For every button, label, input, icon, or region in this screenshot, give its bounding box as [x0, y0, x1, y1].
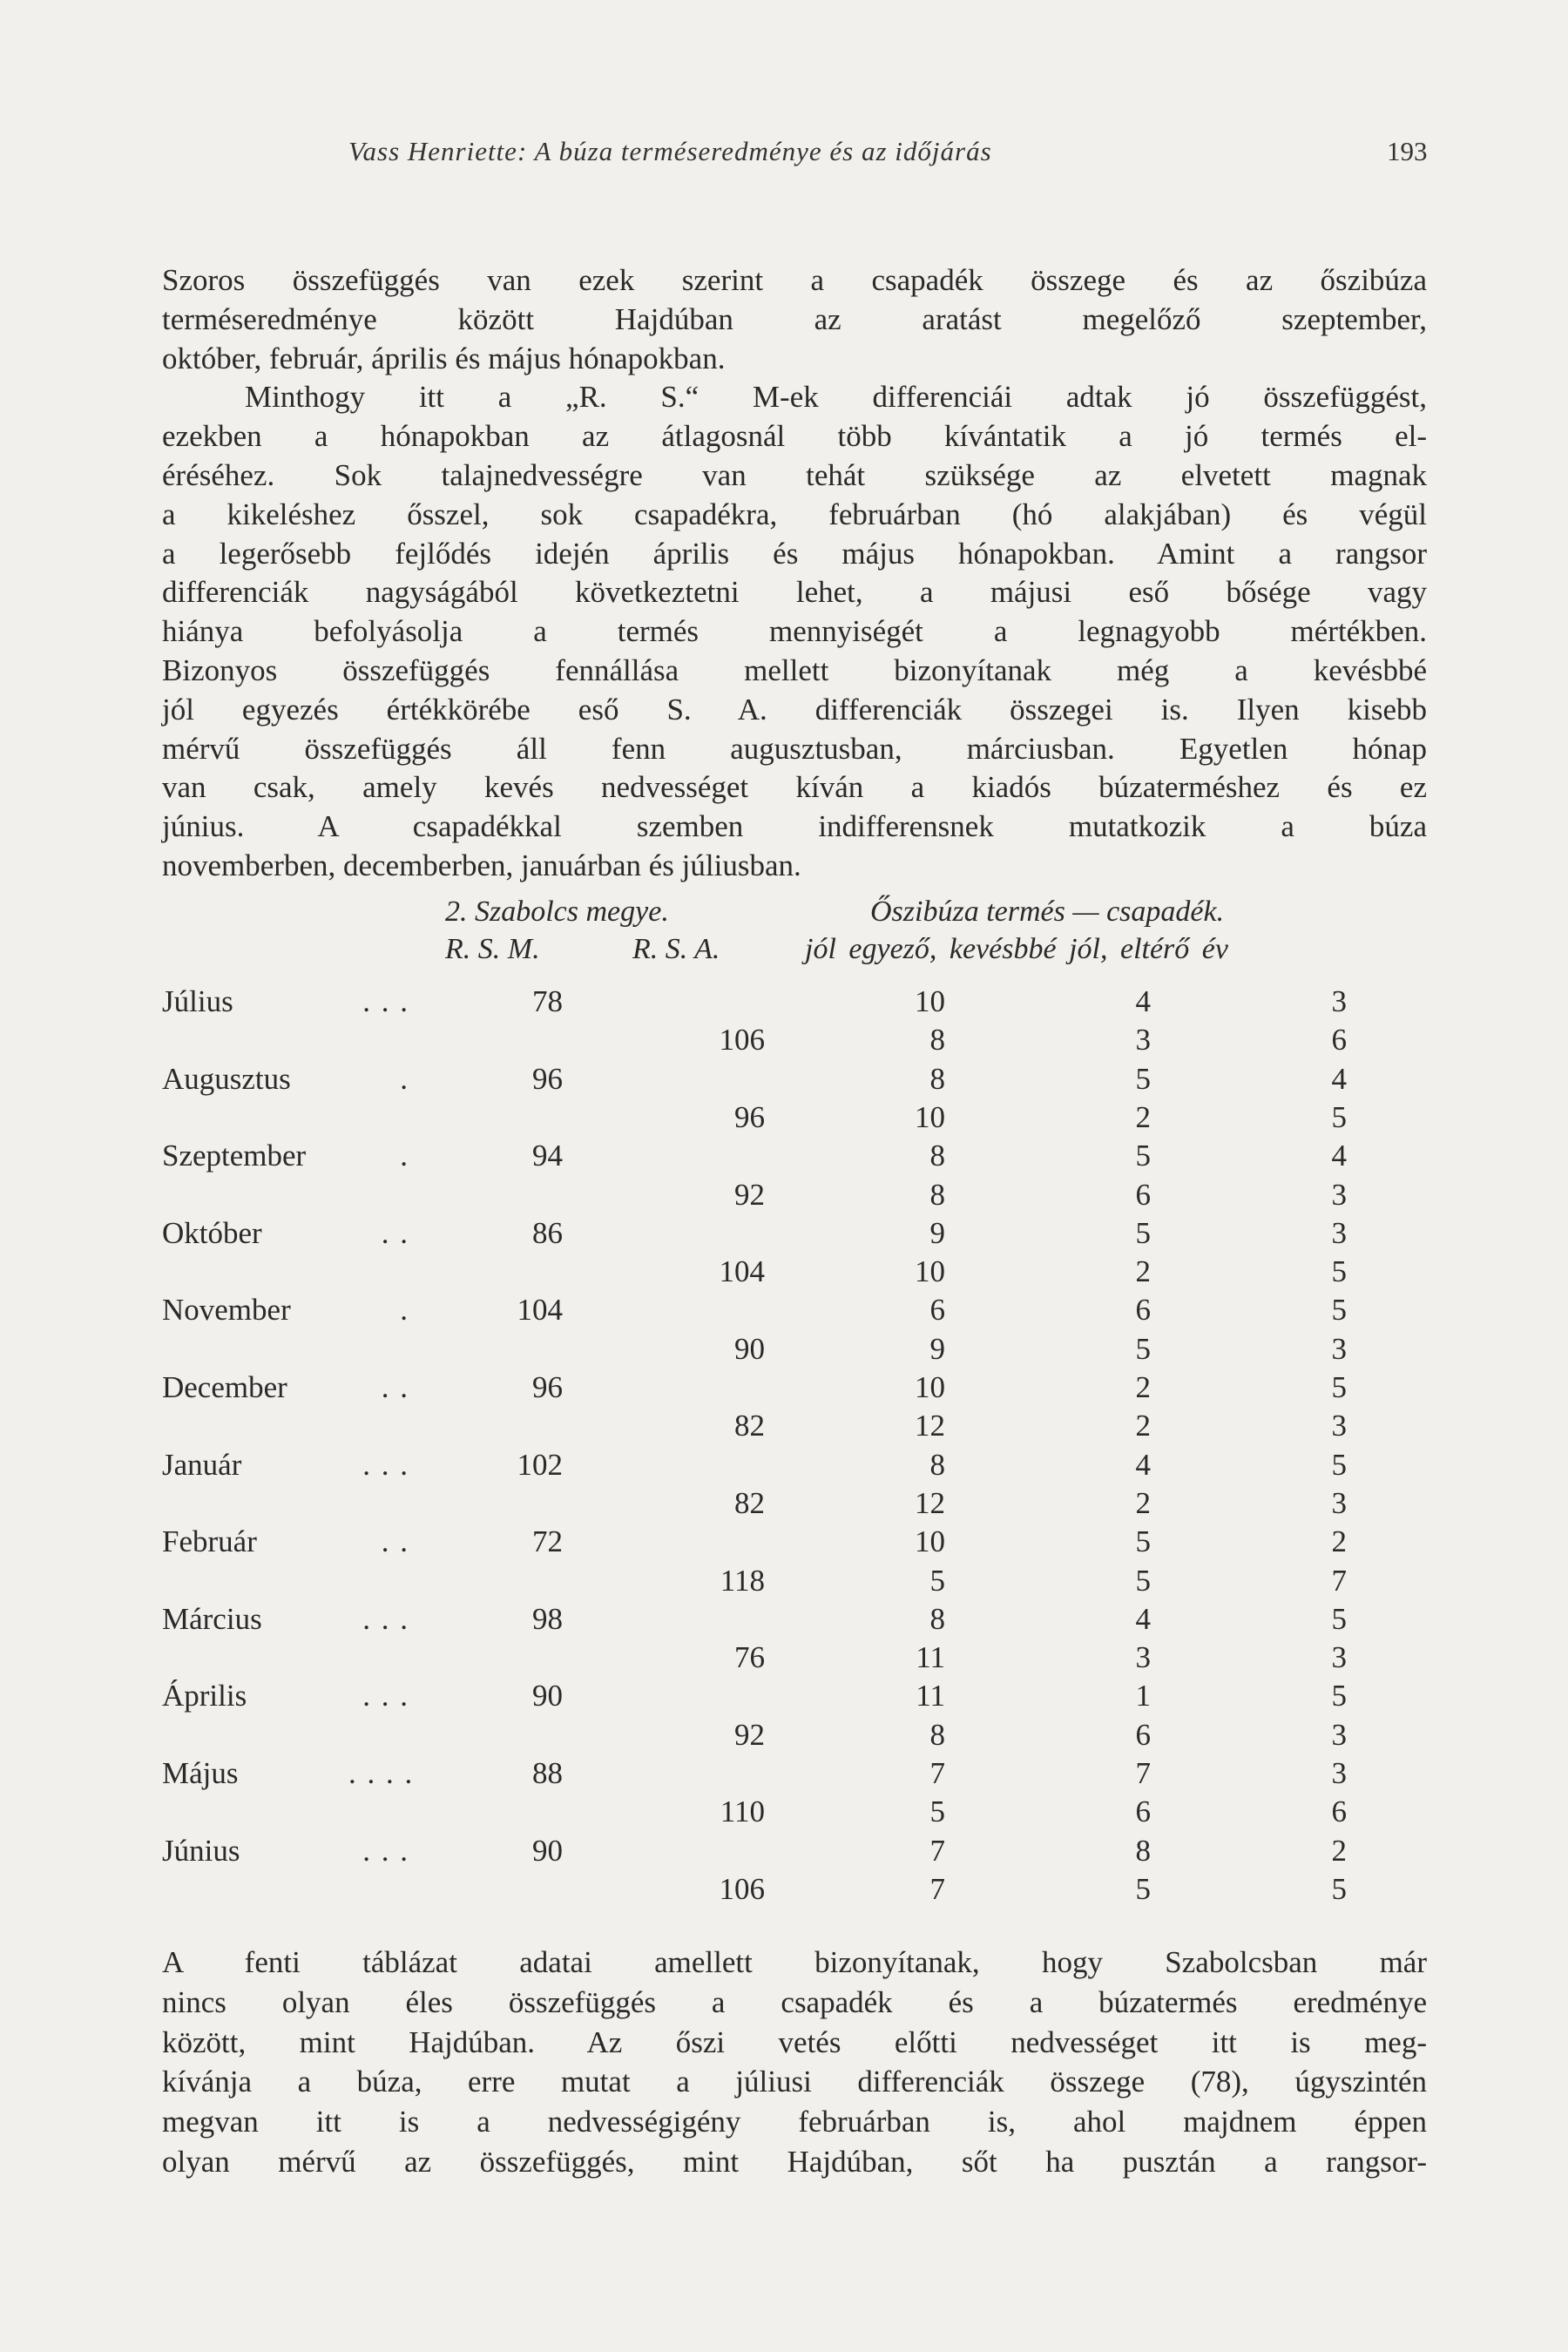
column-header-categories: jól egyező, kevésbbé jól, eltérő év [805, 933, 1228, 965]
leader-dots: . [400, 1139, 409, 1173]
different-count: 5 [1331, 1679, 1347, 1713]
text-line: novemberben, decemberben, januárban és júliusban. [162, 848, 801, 882]
text-line: Bizonyos összefüggés fennállása mellett bizonyítanak még a kevésbbé [162, 652, 1427, 687]
different-count: 3 [1331, 1331, 1347, 1366]
rsm-value: 96 [532, 1061, 563, 1096]
different-count: 5 [1331, 1099, 1347, 1134]
good-match-count: 10 [915, 1254, 945, 1289]
different-count: 5 [1331, 1871, 1347, 1906]
less-match-count: 5 [1135, 1871, 1151, 1906]
good-match-count: 11 [916, 1679, 945, 1713]
month-label: Február [162, 1524, 257, 1559]
text-line: a legerősebb fejlődés idején április és május hónapokban. Amint a rangsor [162, 536, 1427, 571]
month-label: Szeptember [162, 1139, 307, 1173]
good-match-count: 6 [929, 1293, 945, 1328]
table-title-left: 2. Szabolcs megye. [445, 896, 669, 928]
less-match-count: 5 [1135, 1524, 1151, 1559]
text-line: olyan mérvű az összefüggés, mint Hajdúban, sőt ha pusztán a rangsor- [162, 2144, 1427, 2179]
rsa-value: 92 [734, 1717, 765, 1752]
less-match-count: 5 [1135, 1215, 1151, 1250]
different-count: 5 [1331, 1293, 1347, 1328]
rsm-value: 90 [532, 1679, 563, 1713]
less-match-count: 6 [1135, 1717, 1151, 1752]
leader-dots: . . . . [348, 1756, 415, 1790]
paragraph-2 [162, 1943, 1427, 2182]
text-line: mérvű összefüggés áll fenn augusztusban, márciusban. Egyetlen hónap [162, 731, 1427, 766]
rsa-value: 92 [734, 1177, 765, 1212]
different-count: 2 [1331, 1524, 1347, 1559]
different-count: 5 [1331, 1601, 1347, 1636]
less-match-count: 4 [1135, 984, 1151, 1018]
good-match-count: 8 [929, 1139, 945, 1173]
different-count: 6 [1331, 1023, 1347, 1058]
leader-dots: . . [381, 1370, 409, 1404]
month-label: Március [162, 1601, 262, 1636]
leader-dots: . . . [362, 1833, 409, 1868]
good-match-count: 10 [915, 1370, 945, 1404]
page-number: 193 [1387, 136, 1428, 166]
month-label: Május [162, 1756, 239, 1790]
rsa-value: 90 [734, 1331, 765, 1366]
text-line: ezekben a hónapokban az átlagosnál több kívántatik a jó termés el- [162, 419, 1427, 454]
text-line: megvan itt is a nedvességigény februárban is, ahol majdnem éppen [162, 2105, 1427, 2139]
leader-dots: . . . [362, 1447, 409, 1482]
text-line: június. A csapadékkal szemben indifferensnek mutatkozik a búza [162, 809, 1427, 844]
less-match-count: 6 [1135, 1293, 1151, 1328]
good-match-count: 11 [916, 1640, 945, 1675]
rsm-value: 98 [532, 1601, 563, 1636]
less-match-count: 6 [1135, 1177, 1151, 1212]
text-line: jól egyezés értékkörébe eső S. A. differenciák összegei is. Ilyen kisebb [162, 692, 1427, 727]
text-line: A fenti táblázat adatai amellett bizonyítanak, hogy Szabolcsban már [162, 1945, 1427, 1979]
rsm-value: 78 [532, 984, 563, 1018]
good-match-count: 9 [929, 1215, 945, 1250]
rsa-value: 76 [734, 1640, 765, 1675]
paragraph-1 [162, 261, 1427, 886]
rsm-value: 88 [532, 1756, 563, 1790]
less-match-count: 5 [1135, 1061, 1151, 1096]
month-label: November [162, 1293, 291, 1328]
different-count: 5 [1331, 1447, 1347, 1482]
good-match-count: 5 [929, 1563, 945, 1598]
text-line: éréséhez. Sok talajnedvességre van tehát szüksége az elvetett magnak [162, 457, 1427, 492]
month-label: December [162, 1370, 287, 1404]
good-match-count: 10 [915, 1099, 945, 1134]
different-count: 3 [1331, 1485, 1347, 1520]
text-line: van csak, amely kevés nedvességet kíván a kiadós búzaterméshez és ez [162, 770, 1427, 805]
month-label: Augusztus [162, 1061, 291, 1096]
less-match-count: 2 [1135, 1254, 1151, 1289]
good-match-count: 10 [915, 1524, 945, 1559]
rsa-value: 110 [720, 1794, 765, 1829]
good-match-count: 5 [929, 1794, 945, 1829]
rsm-value: 102 [517, 1447, 563, 1482]
less-match-count: 6 [1135, 1794, 1151, 1829]
rsm-value: 94 [532, 1139, 563, 1173]
good-match-count: 8 [929, 1061, 945, 1096]
leader-dots: . [400, 1293, 409, 1328]
different-count: 3 [1331, 1717, 1347, 1752]
different-count: 3 [1331, 1215, 1347, 1250]
column-header-rsm: R. S. M. [445, 933, 540, 965]
less-match-count: 2 [1135, 1370, 1151, 1404]
less-match-count: 3 [1135, 1023, 1151, 1058]
text-line: kívánja a búza, erre mutat a júliusi differenciák összege (78), úgyszintén [162, 2065, 1427, 2099]
leader-dots: . . [381, 1215, 409, 1250]
good-match-count: 8 [929, 1177, 945, 1212]
less-match-count: 5 [1135, 1139, 1151, 1173]
different-count: 3 [1331, 1177, 1347, 1212]
leader-dots: . . . [362, 1601, 409, 1636]
different-count: 7 [1331, 1563, 1347, 1598]
different-count: 2 [1331, 1833, 1347, 1868]
rsa-value: 96 [734, 1099, 765, 1134]
good-match-count: 12 [915, 1485, 945, 1520]
text-line: terméseredménye között Hajdúban az aratást megelőző szeptember, [162, 301, 1427, 336]
less-match-count: 1 [1135, 1679, 1151, 1713]
text-line: differenciák nagyságából következtetni lehet, a májusi eső bősége vagy [162, 575, 1427, 610]
different-count: 4 [1331, 1061, 1347, 1096]
less-match-count: 5 [1135, 1563, 1151, 1598]
text-line: a kikeléshez ősszel, sok csapadékra, februárban (hó alakjában) és végül [162, 497, 1427, 531]
text-line: Szoros összefüggés van ezek szerint a csapadék összege és az őszibúza [162, 263, 1427, 297]
less-match-count: 2 [1135, 1099, 1151, 1134]
different-count: 3 [1331, 1756, 1347, 1790]
text-line: október, február, április és május hónapokban. [162, 341, 726, 375]
different-count: 3 [1331, 1640, 1347, 1675]
text-line: Minthogy itt a „R. S.“ M-ek differenciái adtak jó összefüggést, [245, 380, 1427, 415]
month-label: Június [162, 1833, 240, 1868]
table-title-right: Őszibúza termés — csapadék. [870, 896, 1225, 928]
month-label: Július [162, 984, 233, 1018]
month-label: Október [162, 1215, 262, 1250]
different-count: 5 [1331, 1370, 1347, 1404]
rsm-value: 72 [532, 1524, 563, 1559]
less-match-count: 5 [1135, 1331, 1151, 1366]
leader-dots: . . . [362, 1679, 409, 1713]
good-match-count: 8 [929, 1717, 945, 1752]
different-count: 4 [1331, 1139, 1347, 1173]
less-match-count: 3 [1135, 1640, 1151, 1675]
good-match-count: 10 [915, 984, 945, 1018]
different-count: 6 [1331, 1794, 1347, 1829]
rsa-value: 118 [720, 1563, 765, 1598]
rsa-value: 106 [719, 1871, 765, 1906]
less-match-count: 2 [1135, 1409, 1151, 1443]
rsm-value: 86 [532, 1215, 563, 1250]
good-match-count: 9 [929, 1331, 945, 1366]
good-match-count: 7 [929, 1833, 945, 1868]
text-line: hiánya befolyásolja a termés mennyiségét a legnagyobb mértékben. [162, 614, 1427, 649]
less-match-count: 4 [1135, 1601, 1151, 1636]
column-header-rsa: R. S. A. [632, 933, 720, 965]
good-match-count: 8 [929, 1601, 945, 1636]
rsa-value: 104 [719, 1254, 765, 1289]
different-count: 3 [1331, 1409, 1347, 1443]
good-match-count: 12 [915, 1409, 945, 1443]
less-match-count: 7 [1135, 1756, 1151, 1790]
running-header: Vass Henriette: A búza terméseredménye és az időjárás [348, 136, 992, 166]
rsm-value: 104 [517, 1293, 563, 1328]
leader-dots: . [400, 1061, 409, 1096]
month-label: Április [162, 1679, 247, 1713]
less-match-count: 2 [1135, 1485, 1151, 1520]
good-match-count: 7 [929, 1756, 945, 1790]
different-count: 5 [1331, 1254, 1347, 1289]
leader-dots: . . . [362, 984, 409, 1018]
good-match-count: 8 [929, 1023, 945, 1058]
leader-dots: . . [381, 1524, 409, 1559]
different-count: 3 [1331, 984, 1347, 1018]
good-match-count: 7 [929, 1871, 945, 1906]
rsm-value: 90 [532, 1833, 563, 1868]
rsa-value: 106 [719, 1023, 765, 1058]
rsm-value: 96 [532, 1370, 563, 1404]
text-line: között, mint Hajdúban. Az őszi vetés előtti nedvességet itt is meg- [162, 2024, 1427, 2059]
text-line: nincs olyan éles összefüggés a csapadék és a búzatermés eredménye [162, 1984, 1427, 2019]
rsa-value: 82 [734, 1485, 765, 1520]
rsa-value: 82 [734, 1409, 765, 1443]
less-match-count: 8 [1135, 1833, 1151, 1868]
good-match-count: 8 [929, 1447, 945, 1482]
less-match-count: 4 [1135, 1447, 1151, 1482]
month-label: Január [162, 1447, 242, 1482]
